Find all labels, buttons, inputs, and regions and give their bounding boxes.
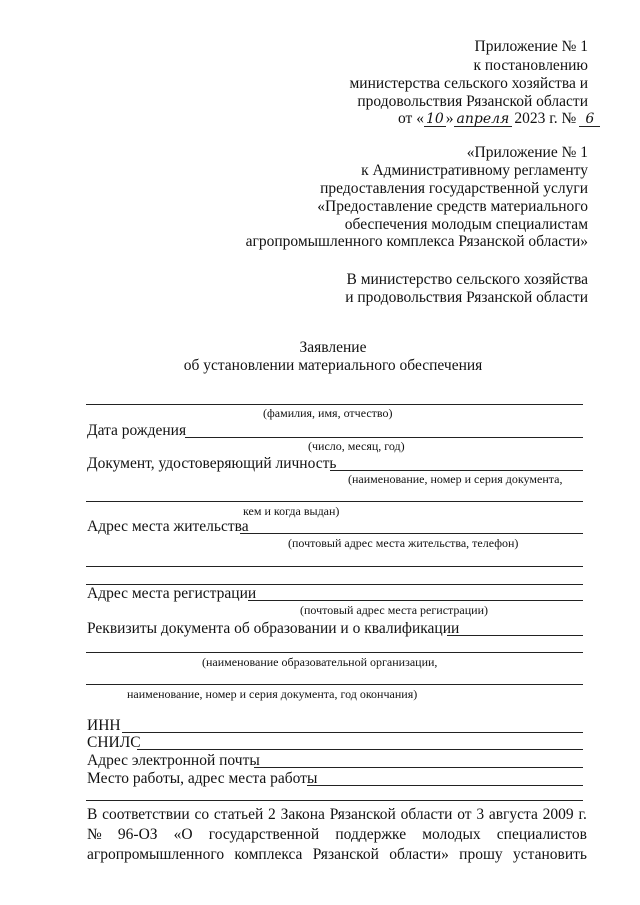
reglament-line-5: обеспечения молодым специалистам (344, 216, 588, 233)
fio-hint: (фамилия, имя, отчество) (263, 406, 393, 420)
word: статьей (213, 806, 264, 823)
id-document-hint-1: (наименование, номер и серия документа, (348, 472, 563, 486)
fio-field-line[interactable] (86, 404, 583, 405)
word: установить (513, 846, 587, 863)
date-prefix: от « (398, 110, 424, 127)
inn-field-line[interactable] (122, 732, 583, 733)
word: от (457, 806, 472, 823)
birth-date-label: Дата рождения (87, 422, 187, 439)
snils-label: СНИЛС (87, 734, 141, 751)
body-line-3 (87, 845, 587, 865)
word: г. (578, 806, 587, 823)
word: В (87, 806, 98, 823)
word: комплекса (234, 846, 303, 863)
ministry-line-2: продовольствия Рязанской области (357, 93, 588, 110)
document-title: Заявление (299, 339, 367, 356)
residence-field-line-2[interactable] (86, 566, 583, 567)
date-day: 10 (425, 111, 444, 127)
body-line-2 (87, 825, 587, 845)
word: соответствии (102, 806, 190, 823)
id-document-field-line[interactable] (330, 470, 583, 471)
date-month: апреля (454, 112, 513, 127)
education-field-line-2[interactable] (86, 652, 583, 653)
appendix-title: Приложение № 1 (474, 38, 588, 55)
reglament-line-4: «Предоставление средств материального (317, 198, 588, 215)
resolution-ref: к постановлению (473, 57, 588, 74)
word: 3 (476, 806, 485, 823)
birth-date-hint: (число, месяц, год) (308, 439, 405, 453)
reglament-line-3: предоставления государственной услуги (320, 180, 588, 197)
body-paragraph (87, 805, 587, 865)
word: Закона (280, 806, 325, 823)
ministry-line-1: министерства сельского хозяйства и (349, 75, 588, 92)
registration-hint: (почтовый адрес места регистрации) (300, 603, 488, 617)
word: августа (488, 806, 538, 823)
education-label: Реквизиты документа об образовании и о квалификации (87, 620, 460, 637)
email-label: Адрес электронной почты (87, 752, 260, 769)
body-line-1 (87, 805, 587, 825)
word: области» (389, 846, 449, 863)
residence-label: Адрес места жительства (87, 518, 249, 535)
id-document-label: Документ, удостоверяющий личность (87, 455, 337, 472)
resolution-date-line (398, 111, 600, 127)
date-year: 2023 г. № (514, 110, 577, 127)
word: специалистов (496, 826, 587, 843)
word: Рязанской (312, 846, 379, 863)
birth-date-field-line[interactable] (185, 437, 583, 438)
word: «О (173, 826, 193, 843)
reglament-line-1: «Приложение № 1 (466, 144, 588, 161)
word: молодых (422, 826, 481, 843)
residence-hint: (почтовый адрес места жительства, телефон) (288, 536, 519, 550)
addressee-line-1: В министерство сельского хозяйства (346, 271, 588, 288)
education-hint-1: (наименование образовательной организации, (202, 655, 438, 669)
word: агропромышленного (87, 846, 225, 863)
section-divider (86, 800, 583, 801)
word: со (194, 806, 210, 823)
word: государственной (208, 826, 320, 843)
reglament-line-2: к Административному регламенту (361, 162, 588, 179)
id-document-field-line-2[interactable] (86, 501, 583, 502)
email-field-line[interactable] (254, 767, 583, 768)
word: области (400, 806, 453, 823)
word: поддержке (335, 826, 407, 843)
reglament-line-6: агропромышленного комплекса Рязанской области» (245, 233, 588, 250)
word: Рязанской (329, 806, 396, 823)
inn-label: ИНН (87, 717, 121, 734)
word: прошу (459, 846, 503, 863)
education-field-line-3[interactable] (86, 684, 583, 685)
registration-field-line[interactable] (248, 600, 583, 601)
education-field-line[interactable] (447, 635, 583, 636)
word: 96-ОЗ (117, 826, 158, 843)
document-subtitle: об установлении материального обеспечения (183, 357, 483, 374)
id-document-hint-2: кем и когда выдан) (243, 504, 340, 518)
snils-field-line[interactable] (137, 749, 583, 750)
education-hint-2: наименование, номер и серия документа, год окончания) (127, 687, 418, 701)
resolution-number: 6 (579, 112, 600, 127)
workplace-label: Место работы, адрес места работы (87, 770, 318, 787)
residence-field-line[interactable] (240, 533, 583, 534)
word: 2 (268, 806, 276, 823)
word: № (87, 826, 102, 843)
workplace-field-line[interactable] (307, 785, 583, 786)
registration-label: Адрес места регистрации (87, 585, 257, 602)
addressee-line-2: и продовольствия Рязанской области (345, 289, 588, 306)
word: 2009 (542, 806, 574, 823)
date-close: » (445, 110, 454, 127)
